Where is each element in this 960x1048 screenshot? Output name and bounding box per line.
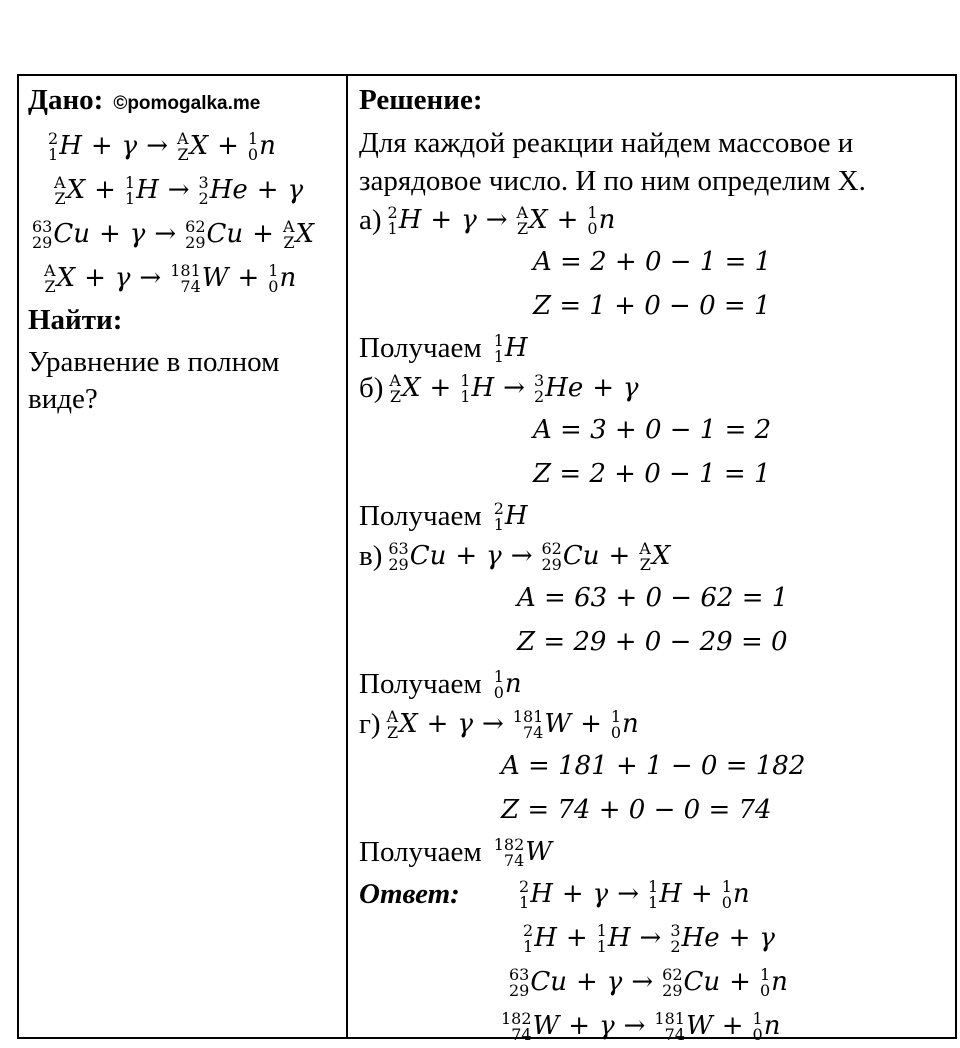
charge-number: Z [44,276,56,296]
plus-sign: + [568,1011,591,1041]
element-symbol: H [607,923,631,953]
element-symbol: n [598,205,616,235]
given-equation [28,212,346,256]
charge-calculation: Z = 29 + 0 − 29 = 0 [517,627,788,657]
nuclide [170,260,229,296]
answer-row [359,872,955,916]
mass-number: 1 [268,260,279,280]
nuclide [198,172,248,208]
mass-number: 62 [662,964,683,984]
part-equation [387,702,639,746]
charge-number: Z [516,218,529,238]
mass-calculation: A = 3 + 0 − 1 = 2 [533,415,772,445]
element-symbol: W [201,263,229,293]
element-symbol: H [504,501,528,531]
part-result-row [359,328,955,368]
charge-number: Z [177,144,189,164]
charge-number: 0 [752,1024,763,1044]
charge-number: 74 [503,850,525,870]
result-word: Получаем [359,499,482,532]
nuclide [282,216,315,252]
plus-sign: + [565,923,588,953]
nuclide [32,216,90,252]
plus-sign: + [608,541,631,571]
charge-number: 1 [124,188,136,208]
plus-sign: + [217,131,239,161]
part-label: в) [359,539,383,572]
charge-number: 1 [596,936,607,956]
solution-parts [359,200,955,872]
plus-sign: + [252,219,274,249]
mass-number: 182 [493,834,525,854]
charge-number: 1 [387,218,398,238]
charge-number: 2 [198,188,209,208]
mass-number: 63 [509,964,530,984]
mass-number: A [282,216,295,236]
arrow-sign: → [139,263,162,293]
charge-number: Z [283,232,295,252]
nuclide [501,1008,560,1044]
element-symbol: H [398,205,422,235]
given-equation [28,168,346,212]
part-result-row [359,664,955,704]
plus-sign: + [561,879,584,909]
nuclide [509,964,567,1000]
nuclide [648,876,682,912]
part-equation-row [359,368,955,408]
plus-sign: + [728,923,751,953]
arrow-sign: → [623,1011,646,1041]
charge-number: 0 [247,144,259,164]
element-symbol: He [545,373,584,403]
mass-number: 3 [670,920,681,940]
part-label: а) [359,203,382,236]
arrow-sign: → [481,709,504,739]
nuclide [587,202,616,238]
gamma-symbol: γ [121,131,138,161]
charge-calculation: Z = 2 + 0 − 1 = 1 [533,459,771,489]
element-symbol: Cu [683,967,721,997]
element-symbol: Cu [53,219,90,249]
mass-number: 1 [247,128,259,148]
mass-number: 1 [648,876,659,896]
nuclide [387,202,422,238]
plus-sign: + [592,373,615,403]
nuclide [670,920,720,956]
result-word: Получаем [359,835,482,868]
charge-number: 0 [721,892,732,912]
charge-number: Z [387,722,399,742]
mass-number: 62 [185,216,206,236]
gamma-symbol: γ [114,263,131,293]
element-symbol: X [401,373,421,403]
nuclide [610,706,639,742]
nuclide [639,538,671,574]
given-equation [28,256,346,300]
charge-calculation: Z = 1 + 0 − 0 = 1 [533,291,771,321]
element-symbol: X [529,205,548,235]
element-symbol: H [59,131,82,161]
part-label: б) [359,371,384,404]
mass-number: 62 [541,538,562,558]
part-result-row [359,496,955,536]
arrow-sign: → [167,175,190,205]
part-equation-row [359,704,955,744]
arrow-sign: → [631,967,654,997]
nuclide [493,330,528,366]
result-nuclide [494,662,522,706]
plus-sign: + [721,1011,744,1041]
arrow-sign: → [510,541,533,571]
nuclide [124,172,159,208]
charge-number: 74 [511,1024,532,1044]
nuclide [516,202,548,238]
mass-number: 1 [596,920,607,940]
nuclide [541,538,600,574]
charge-number: 1 [48,144,59,164]
element-symbol: W [532,1011,560,1041]
nuclide [388,538,447,574]
charge-number: 29 [32,232,53,252]
plus-sign: + [690,879,713,909]
element-symbol: n [279,263,297,293]
element-symbol: W [685,1011,713,1041]
element-symbol: H [659,879,682,909]
solution-intro-line2: зарядовое число. И по ним определим X. [359,165,866,197]
nuclide [512,706,572,742]
mass-number: 182 [501,1008,532,1028]
answer-equation [359,916,955,960]
element-symbol: n [622,709,639,739]
charge-number: 29 [662,980,683,1000]
gamma-symbol: γ [287,175,304,205]
result-word: Получаем [359,667,482,700]
result-word: Получаем [359,331,482,364]
plus-sign: + [430,205,453,235]
charge-number: 29 [541,554,562,574]
part-label: г) [359,707,381,740]
brand-watermark: ©pomogalka.me [113,93,261,114]
element-symbol: n [732,879,750,909]
element-symbol: Cu [562,541,600,571]
mass-number: 1 [493,330,504,350]
answer-equation [359,1004,955,1048]
element-symbol: n [771,967,788,997]
solution-heading: Решение: [359,84,483,116]
nuclide [268,260,297,296]
charge-calculation: Z = 74 + 0 − 0 = 74 [501,795,772,825]
mass-number: A [389,370,401,390]
plus-sign: + [455,541,478,571]
arrow-sign: → [485,205,508,235]
mass-number: 2 [523,920,534,940]
nuclide [48,128,82,164]
charge-number: 2 [533,386,545,406]
mass-number: A [54,172,66,192]
nuclide [523,920,557,956]
nuclide [493,666,522,702]
arrow-sign: → [154,219,177,249]
answer-equation [359,960,955,1004]
element-symbol: H [504,333,528,363]
nuclide [662,964,721,1000]
mass-number: 1 [493,666,504,686]
find-text: Уравнение в полном виде? [28,346,280,415]
arrow-sign: → [639,923,662,953]
find-heading: Найти: [28,304,123,336]
nuclide [177,128,209,164]
charge-number: 1 [523,936,534,956]
gamma-symbol: γ [606,967,623,997]
element-symbol: H [534,923,557,953]
part-result-row [359,832,955,872]
solution-column [348,76,955,1044]
mass-number: 63 [388,538,409,558]
mass-number: 1 [460,370,471,390]
mass-calculation: A = 2 + 0 − 1 = 1 [533,247,772,277]
gamma-symbol: γ [129,219,146,249]
mass-number: 2 [493,498,504,518]
charge-number: Z [389,386,401,406]
mass-number: 1 [752,1008,763,1028]
mass-number: A [44,260,56,280]
charge-number: 0 [610,722,622,742]
mass-calculation: A = 181 + 1 − 0 = 182 [501,751,806,781]
element-symbol: X [295,219,315,249]
charge-number: 74 [522,722,544,742]
result-nuclide [494,830,552,874]
charge-number: 74 [664,1024,685,1044]
charge-number: 74 [180,276,201,296]
plus-sign: + [426,709,449,739]
plus-sign: + [729,967,751,997]
mass-number: A [639,538,651,558]
mass-number: 1 [124,172,136,192]
mass-number: 3 [533,370,545,390]
charge-number: 1 [519,892,530,912]
mass-number: 181 [654,1008,685,1028]
element-symbol: W [525,837,552,867]
mass-number: 3 [198,172,209,192]
plus-sign: + [256,175,279,205]
part-equation [389,366,638,410]
solution-intro-line1: Для каждой реакции найдем массовое и [359,127,854,159]
element-symbol: He [681,923,720,953]
given-column [19,76,348,1037]
element-symbol: X [651,541,671,571]
mass-number: 181 [512,706,544,726]
mass-number: A [516,202,529,222]
arrow-sign: → [503,373,525,403]
plus-sign: + [576,967,598,997]
nuclide [519,876,553,912]
charge-number: 0 [587,218,598,238]
mass-calculation: A = 63 + 0 − 62 = 1 [517,583,789,613]
part-equation [388,534,670,578]
mass-number: 2 [387,202,398,222]
plus-sign: + [429,373,452,403]
nuclide [596,920,631,956]
element-symbol: X [189,131,209,161]
gamma-symbol: γ [461,205,477,235]
charge-number: 29 [388,554,409,574]
result-nuclide [494,326,528,370]
answer-equation [519,872,750,916]
gamma-symbol: γ [592,879,609,909]
nuclide [460,370,495,406]
plus-sign: + [90,131,113,161]
element-symbol: X [399,709,418,739]
nuclide [54,172,86,208]
charge-number: 2 [670,936,681,956]
nuclide [654,1008,713,1044]
nuclide [185,216,244,252]
charge-number: 1 [493,514,504,534]
charge-number: 1 [493,346,504,366]
nuclide [752,1008,781,1044]
charge-number: Z [54,188,66,208]
charge-number: 1 [648,892,659,912]
mass-number: 2 [48,128,59,148]
plus-sign: + [580,709,602,739]
given-heading [28,80,346,124]
gamma-symbol: γ [457,709,473,739]
plus-sign: + [237,263,260,293]
gamma-symbol: γ [599,1011,615,1041]
nuclide [44,260,76,296]
mass-number: 181 [170,260,201,280]
plus-sign: + [556,205,579,235]
gamma-symbol: γ [623,373,639,403]
gamma-symbol: γ [759,923,775,953]
charge-number: 0 [493,682,504,702]
given-title: Дано: [28,84,104,116]
element-symbol: He [209,175,248,205]
plus-sign: + [94,175,116,205]
gamma-symbol: γ [486,541,502,571]
element-symbol: H [530,879,553,909]
element-symbol: Cu [530,967,567,997]
part-equation-row [359,200,955,240]
mass-number: A [386,706,399,726]
mass-number: 1 [610,706,622,726]
element-symbol: n [504,669,522,699]
mass-number: 1 [721,876,732,896]
nuclide [493,834,552,870]
element-symbol: W [544,709,572,739]
part-equation [388,198,616,242]
nuclide [386,706,418,742]
mass-number: A [177,128,189,148]
element-symbol: H [136,175,159,205]
result-nuclide [494,494,528,538]
element-symbol: n [259,131,276,161]
arrow-sign: → [617,879,640,909]
given-equation [28,124,346,168]
element-symbol: H [471,373,495,403]
nuclide [493,498,528,534]
mass-number: 1 [587,202,598,222]
charge-number: 29 [509,980,530,1000]
element-symbol: X [66,175,86,205]
charge-number: 29 [185,232,206,252]
nuclide [759,964,788,1000]
arrow-sign: → [146,131,169,161]
element-symbol: n [763,1011,781,1041]
solution-table [17,74,957,1044]
mass-number: 1 [759,964,771,984]
part-equation-row [359,536,955,576]
nuclide [389,370,421,406]
nuclide [533,370,584,406]
charge-number: 1 [460,386,471,406]
mass-number: 2 [519,876,530,896]
charge-number: 0 [268,276,279,296]
plus-sign: + [84,263,106,293]
element-symbol: Cu [206,219,244,249]
plus-sign: + [99,219,121,249]
charge-number: Z [639,554,651,574]
nuclide [247,128,276,164]
element-symbol: Cu [409,541,447,571]
nuclide [721,876,750,912]
charge-number: 0 [759,980,771,1000]
mass-number: 63 [32,216,53,236]
element-symbol: X [56,263,76,293]
answer-label: Ответ: [359,877,460,910]
